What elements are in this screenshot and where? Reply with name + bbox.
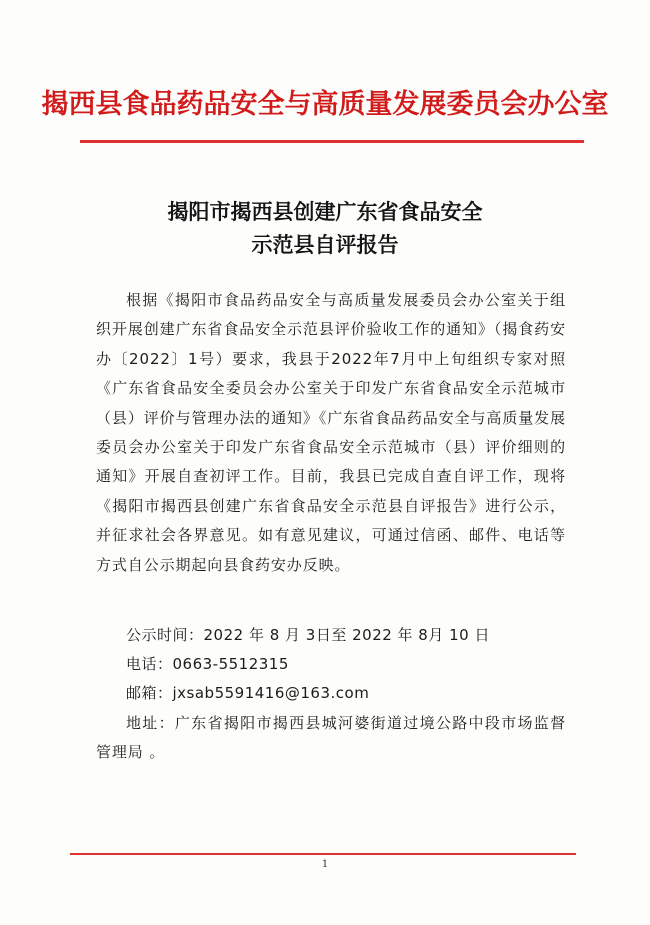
header-red-rule [80, 140, 584, 143]
issuing-office-header: 揭西县食品药品安全与高质量发展委员会办公室 [41, 89, 609, 120]
contact-email: 邮箱：jxsab5591416@163.com [126, 684, 370, 702]
publicity-period: 公示时间：2022 年 8 月 3日至 2022 年 8月 10 日 [126, 626, 490, 644]
contact-phone: 电话：0663-5512315 [126, 655, 289, 673]
body-paragraph: 根据《揭阳市食品药品安全与高质量发展委员会办公室关于组织开展创建广东省食品安全示范县评价验收工作的通知》（揭食药安办〔2022〕1号）要求，我县于2022年7月中上旬组织专家对照《广东省食品安全委员会办公室关于印发广东省食品安全示范城市（县）评价与管理办法的通知》《广东省食品药品安全与高质量发展委员会办公室关于印发广东省食品安全示范城市（县）评价细则的通知》开展自查初评工作。目前，我县已完成自查自评工作，现将《揭阳市揭西县创建广东省食品安全示范县自评报告》进行公示，并征求社会各界意见。如有意见建议，可通过信函、邮件、电话等方式自公示期起向县食药安办反映。 [96, 291, 566, 574]
document-title-line2: 示范县自评报告 [251, 232, 399, 257]
footer-red-rule [70, 853, 576, 855]
contact-address: 地址：广东省揭阳市揭西县城河婆街道过境公路中段市场监督管理局 。 [96, 714, 566, 761]
document-title-line1: 揭阳市揭西县创建广东省食品安全 [167, 199, 483, 224]
page-number: 1 [321, 859, 329, 870]
